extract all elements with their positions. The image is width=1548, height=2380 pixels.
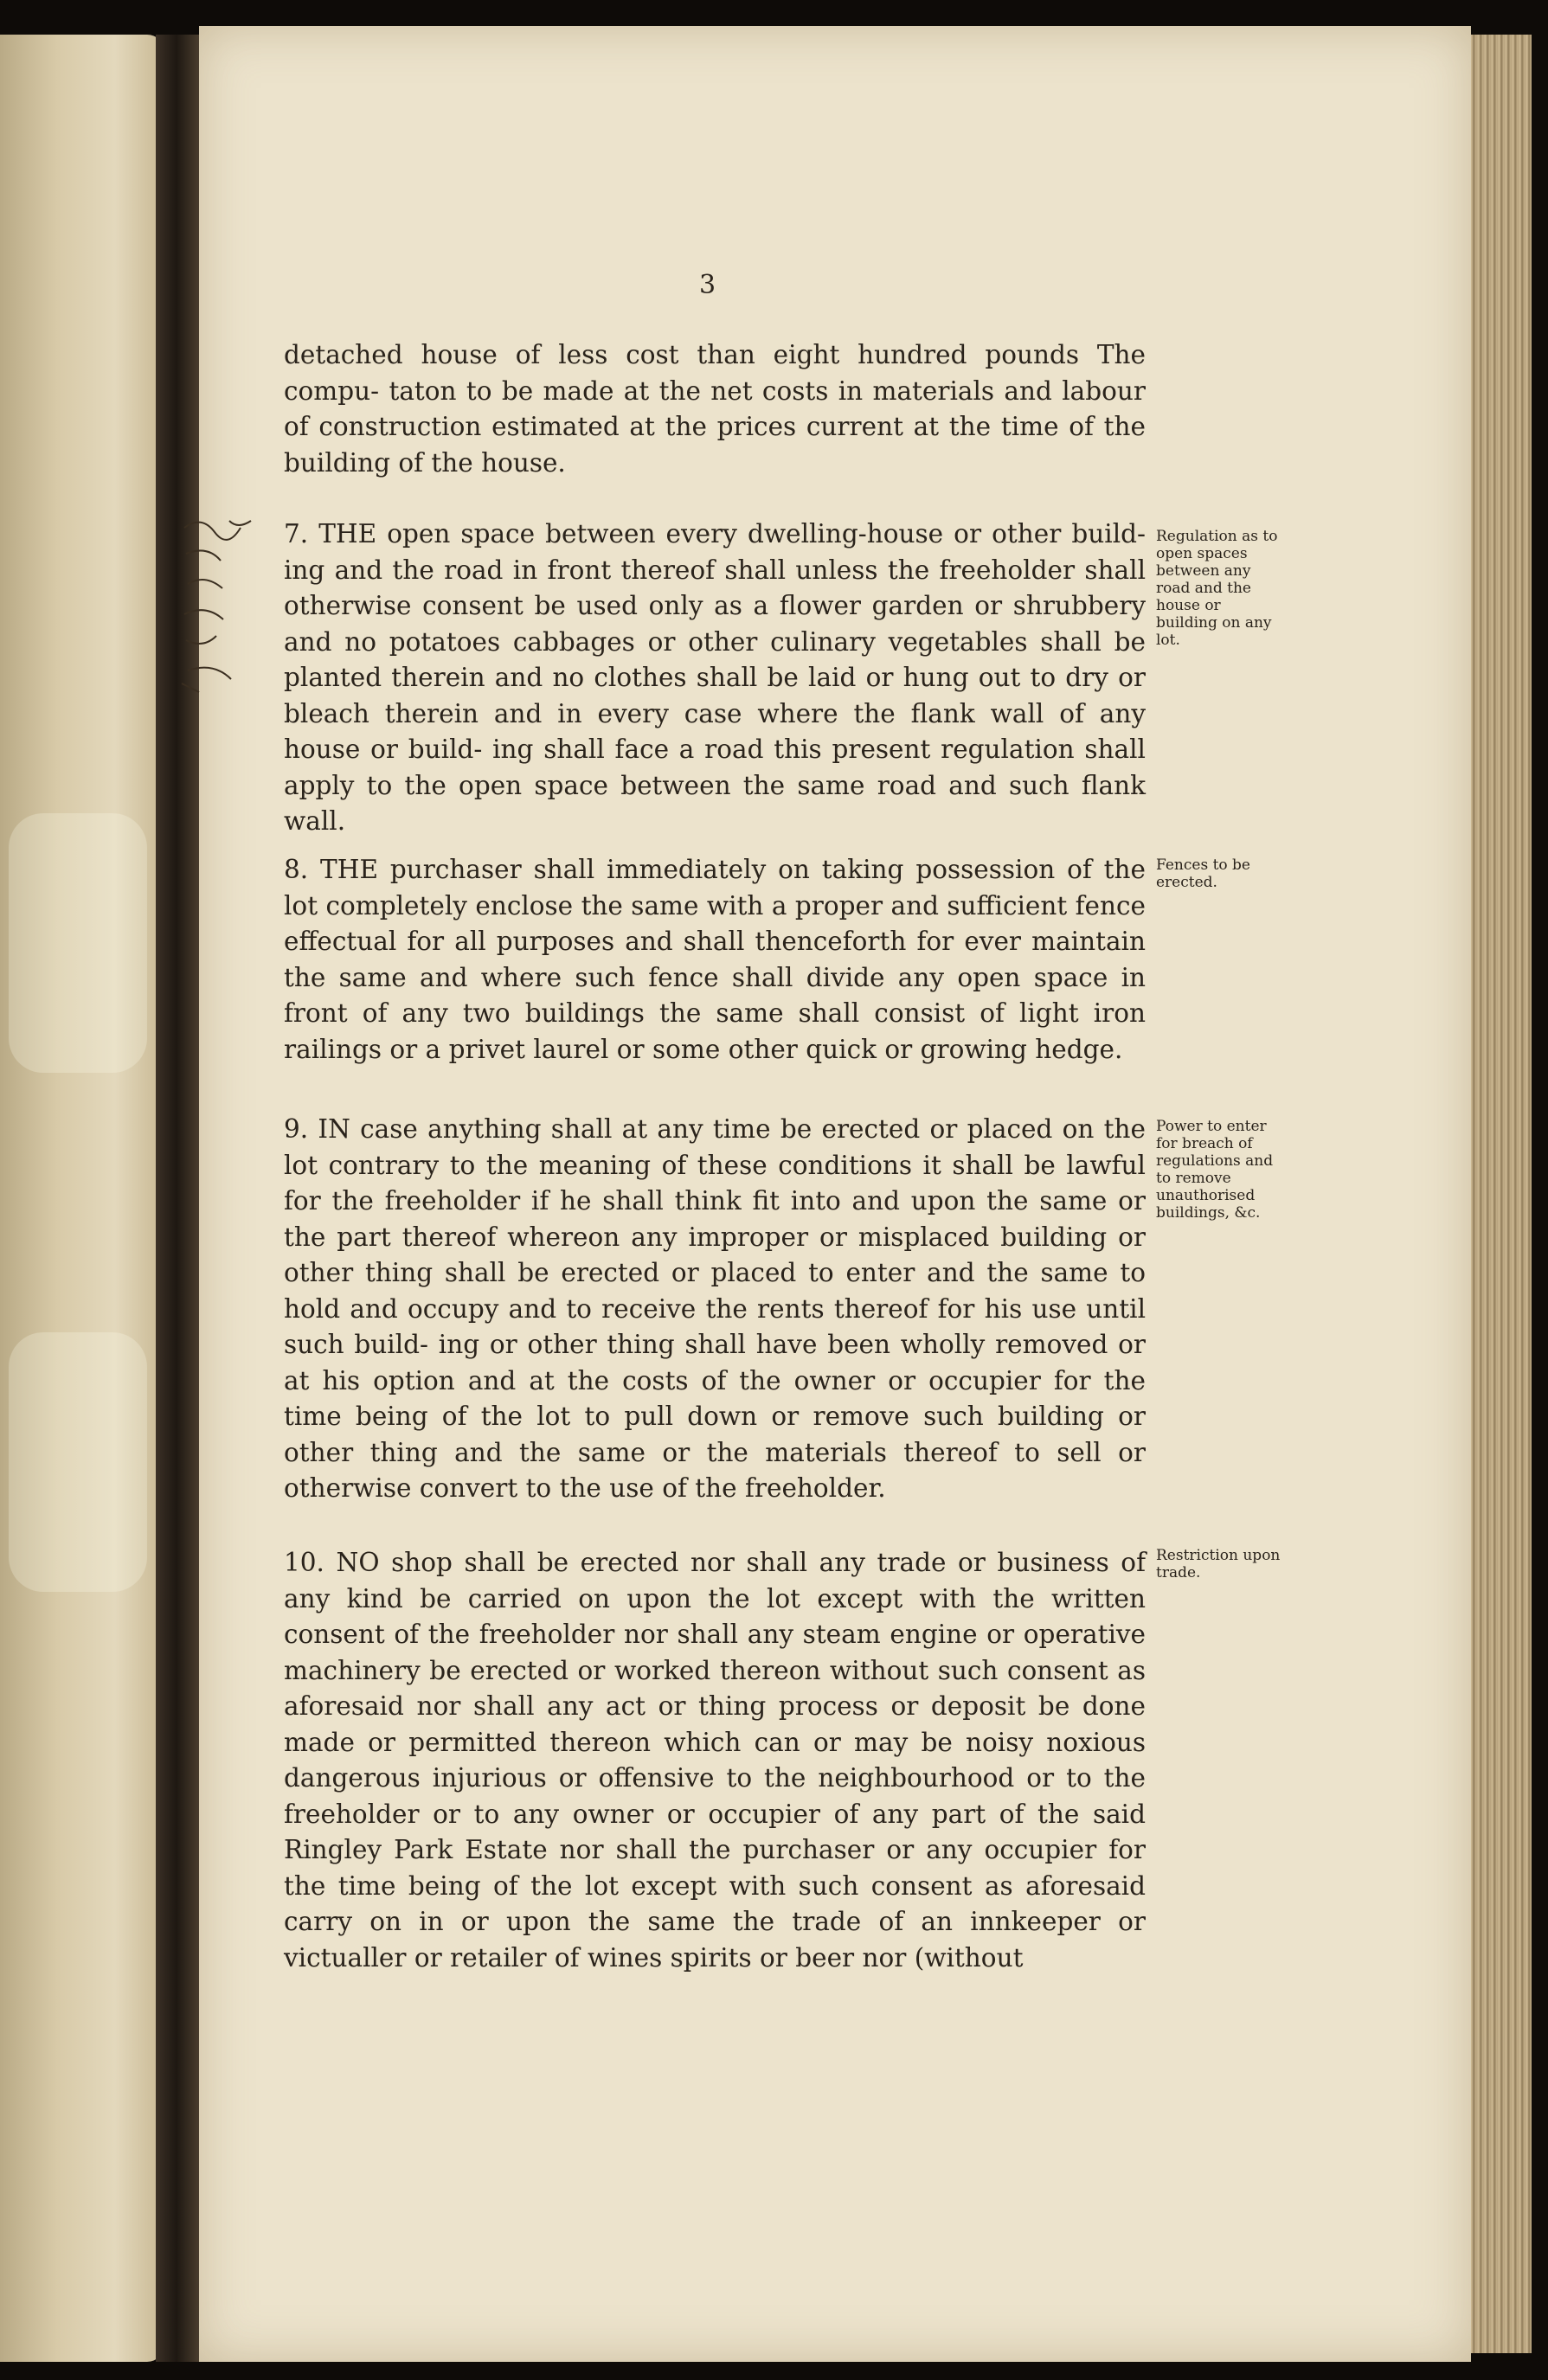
handwritten-annotation (177, 510, 299, 709)
side-note-8: Fences to be erected. (1156, 856, 1250, 891)
page-number: 3 (699, 270, 716, 300)
paragraph-7: 7. THE open space between every dwelling-house or other build- ing and the road in front thereof shall unless the freeholder shall otherwise consent be used only as a flower garden or shrubbery and no potatoes cabbages or other culinary vegetables shall be planted therein and no clothes shall be laid or hung out to dry or bleach therein and in every case where the flank wall of any house or build- ing shall face a road this present regulation shall apply to the open space between the same road and such flank wall. (284, 519, 1146, 836)
page-stack-edge (1462, 35, 1532, 2353)
side-note-7: Regulation as to open spaces between any road and the house or building on any lot. (1156, 528, 1278, 649)
left-page-edge (0, 35, 164, 2362)
paragraph-6-continuation: detached house of less cost than eight hundred pounds The compu- taton to be made at the net costs in materials and labour of construction estimated at the prices current at the time of the building of the house. (284, 340, 1146, 478)
paragraph-8: 8. THE purchaser shall immediately on taking possession of the lot completely enclose the same with a proper and sufficient fence effectual for all purposes and shall thenceforth for ever maintain the same and where such fence shall divide any open space in front of any two buildings the same shall consist of light iron railings or a privet laurel or some other quick or growing hedge. (284, 855, 1146, 1064)
side-note-10: Restriction upon trade. (1156, 1547, 1281, 1581)
paragraph-9: 9. IN case anything shall at any time be erected or placed on the lot contrary to the meaning of these conditions it shall be lawful for the freeholder if he shall think fit into and upon the same or the part thereof whereon any improper or misplaced building or other thing shall be erected or placed to enter and the same to hold and occupy and to receive the rents thereof for his use until such build- ing or other thing shall have been wholly removed or at his option and at the costs of the owner or occupier for the time being of the lot to pull down or remove such building or other thing and the same or the materials thereof to sell or otherwise convert to the use of the freeholder. (284, 1114, 1146, 1503)
paragraph-10: 10. NO shop shall be erected nor shall any trade or business of any kind be carried on upon the lot except with the written consent of the freeholder nor shall any steam engine or operative machinery be erected or worked thereon without such consent as aforesaid nor shall any act or thing process or deposit be done made or permitted thereon which can or may be noisy noxious dangerous injurious or offensive to the neighbourhood or to the freeholder or to any owner or occupier of any part of the said Ringley Park Estate nor shall the purchaser or any occupier for the time being of the lot except with such consent as aforesaid carry on in or upon the same the trade of an innkeeper or victualler or retailer of wines spirits or beer nor (without (284, 1548, 1146, 1973)
side-note-9: Power to enter for breach of regulations and to remove unauthorised buildings, &c. (1156, 1118, 1274, 1222)
